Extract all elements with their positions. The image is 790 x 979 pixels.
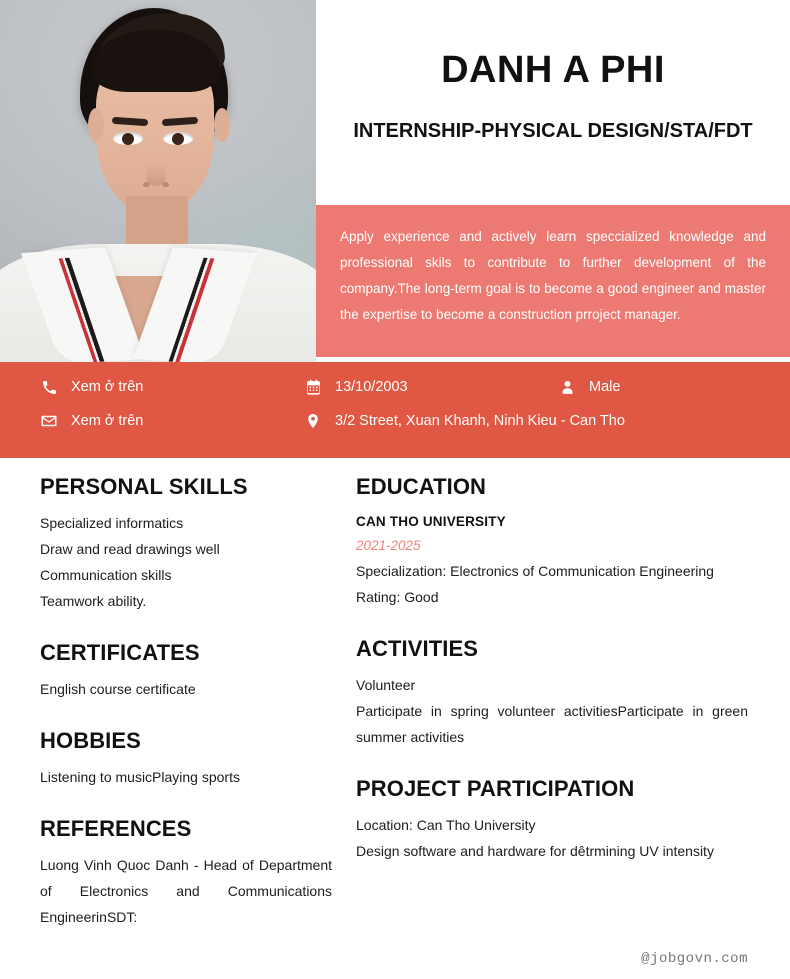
photo-nose: [146, 150, 166, 186]
section-education: [356, 474, 748, 610]
section-project-participation: [356, 776, 748, 864]
contact-gender-value: Male: [589, 378, 621, 395]
contact-email-value: Xem ở trên: [71, 412, 144, 429]
job-title: INTERNSHIP-PHYSICAL DESIGN/STA/FDT: [353, 119, 753, 142]
left-column: [0, 458, 356, 930]
section-certificates: [40, 640, 332, 702]
career-objective: Apply experience and actively learn speccialized knowledge and professional skils to contribute to further development of the company.The long-term goal is to become a good engineer and master the expertise to become a construction prroject manager.: [316, 205, 790, 357]
contact-address-value: 3/2 Street, Xuan Khanh, Ninh Kieu - Can Tho: [335, 412, 625, 429]
section-title-activities: ACTIVITIES: [356, 636, 479, 661]
education-date-range: 2021-2025: [356, 538, 421, 553]
contact-date-of-birth: [304, 378, 408, 396]
contact-phone[interactable]: [40, 378, 143, 396]
hobby-item: Listening to musicPlaying sports: [40, 769, 240, 785]
reference-item: Luong Vinh Quoc Danh - Head of Department of Electronics and Communications EngineerinSDT:: [40, 857, 332, 925]
header-text-area: [316, 0, 790, 362]
right-column: [356, 458, 790, 930]
cv-body: [0, 458, 790, 930]
contact-dob-value: 13/10/2003: [335, 378, 408, 395]
candidate-name: DANH A PHI: [441, 49, 665, 91]
contact-phone-value: Xem ở trên: [71, 378, 144, 395]
section-title-personal-skills: PERSONAL SKILLS: [40, 474, 248, 499]
portrait-photo: [0, 0, 316, 362]
section-personal-skills: [40, 474, 332, 614]
education-specialization: Specialization: Electronics of Communication Engineering: [356, 563, 714, 579]
cv-header: [0, 0, 790, 362]
personal-skill-item: Draw and read drawings well: [40, 541, 220, 557]
section-title-hobbies: HOBBIES: [40, 728, 141, 753]
photo-ear-right: [214, 108, 230, 142]
project-location: Location: Can Tho University: [356, 817, 536, 833]
contact-email[interactable]: [40, 412, 143, 430]
section-title-education: EDUCATION: [356, 474, 487, 499]
phone-icon: [40, 378, 58, 396]
envelope-icon: [40, 412, 58, 430]
contact-bar: [0, 362, 790, 458]
activities-description: Participate in spring volunteer activitiesParticipate in green summer activities: [356, 703, 748, 745]
section-title-certificates: CERTIFICATES: [40, 640, 200, 665]
section-title-project-participation: PROJECT PARTICIPATION: [356, 776, 635, 801]
contact-gender: [558, 378, 620, 396]
certificate-item: English course certificate: [40, 681, 196, 697]
section-hobbies: [40, 728, 332, 790]
photo-shirt: [0, 244, 316, 362]
watermark: @jobgovn.com: [641, 951, 748, 967]
contact-address: [304, 412, 625, 430]
calendar-icon: [304, 378, 322, 396]
personal-skill-item: Teamwork ability.: [40, 593, 147, 609]
section-title-references: REFERENCES: [40, 816, 192, 841]
project-description: Design software and hardware for dêtrmining UV intensity: [356, 843, 714, 859]
section-references: [40, 816, 332, 930]
photo-nostril-left: [143, 182, 150, 187]
activities-role: Volunteer: [356, 677, 416, 693]
education-school: CAN THO UNIVERSITY: [356, 514, 506, 529]
section-activities: [356, 636, 748, 750]
education-rating: Rating: Good: [356, 589, 439, 605]
personal-skill-item: Specialized informatics: [40, 515, 184, 531]
person-icon: [558, 378, 576, 396]
photo-pupil-right: [172, 133, 184, 145]
personal-skill-item: Communication skills: [40, 567, 172, 583]
photo-pupil-left: [122, 133, 134, 145]
map-pin-icon: [304, 412, 322, 430]
photo-ear-left: [88, 108, 104, 142]
photo-nostril-right: [162, 182, 169, 187]
